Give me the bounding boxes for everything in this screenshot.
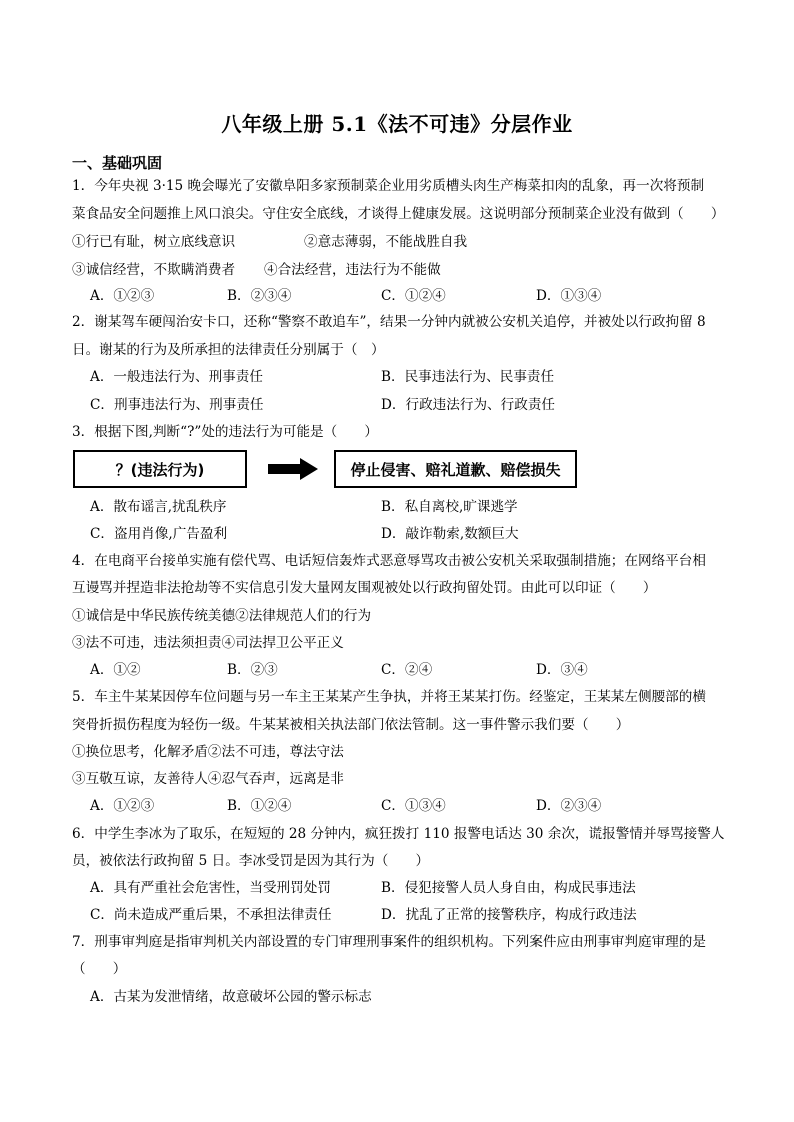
q1-statement-4: ④合法经营，违法行为不能做: [264, 262, 441, 278]
q4-option-c: C．②④: [381, 662, 433, 678]
q3-violation-box: ？(违法行为): [73, 450, 247, 488]
q2-option-d: D．行政违法行为、行政责任: [381, 397, 556, 413]
section-heading: 一、基础巩固: [72, 154, 163, 172]
q3-option-a: A．散布谣言,扰乱秩序: [90, 499, 227, 515]
q1-statement-2: ②意志薄弱，不能战胜自我: [304, 234, 468, 250]
q5-option-b: B．①②④: [227, 798, 292, 814]
right-arrow-icon: [268, 458, 318, 480]
q7-stem-line2: （ ）: [72, 961, 127, 977]
q2-stem-line1: 2．谢某驾车硬闯治安卡口，还称“警察不敢追车”，结果一分钟内就被公安机关追停，并被处以行政拘留 8: [72, 314, 706, 330]
q1-option-c: C．①②④: [381, 288, 446, 304]
q7-stem-line1: 7．刑事审判庭是指审判机关内部设置的专门审理刑事案件的组织机构。下列案件应由刑事审判庭审理的是: [72, 934, 706, 950]
q1-option-d: D．①③④: [536, 288, 602, 304]
q3-option-d: D．敲诈勒索,数额巨大: [381, 526, 519, 542]
q1-statement-3: ③诚信经营，不欺瞒消费者: [72, 262, 236, 278]
q3-liability-box: 停止侵害、赔礼道歉、赔偿损失: [334, 450, 577, 488]
q5-option-d: D．②③④: [536, 798, 602, 814]
q2-option-a: A．一般违法行为、刑事责任: [90, 369, 263, 385]
document-title: 八年级上册 5.1《法不可违》分层作业: [221, 112, 573, 136]
q4-option-b: B．②③: [227, 662, 278, 678]
q1-statement-1: ①行已有耻，树立底线意识: [72, 234, 236, 250]
q3-option-b: B．私自离校,旷课逃学: [381, 499, 518, 515]
q2-option-b: B．民事违法行为、民事责任: [381, 369, 555, 385]
q5-statements-3-4: ③互敬互谅，友善待人④忍气吞声，远离是非: [72, 771, 344, 787]
q4-option-a: A．①②: [90, 662, 141, 678]
q4-statements-1-2: ①诚信是中华民族传统美德②法律规范人们的行为: [72, 608, 372, 624]
q6-option-a: A．具有严重社会危害性，当受刑罚处罚: [90, 880, 331, 896]
q5-stem-line1: 5．车主牛某某因停车位问题与另一车主王某某产生争执，并将王某某打伤。经鉴定，王某某左侧腰部的横: [72, 689, 706, 705]
q6-option-d: D．扰乱了正常的接警秩序，构成行政违法: [381, 907, 637, 923]
q4-stem-line2: 互谩骂并捏造非法抢劫等不实信息引发大量网友围观被处以行政拘留处罚。由此可以印证（ ）: [72, 580, 657, 596]
q4-statements-3-4: ③法不可违，违法须担责④司法捍卫公平正义: [72, 635, 344, 651]
q6-option-b: B．侵犯接警人员人身自由，构成民事违法: [381, 880, 636, 896]
q3-stem: 3．根据下图,判断“?”处的违法行为可能是（ ）: [72, 424, 379, 440]
q1-stem-line2: 菜食品安全问题推上风口浪尖。守住安全底线，才谈得上健康发展。这说明部分预制菜企业没有做到（ ）: [72, 206, 725, 222]
q2-option-c: C．刑事违法行为、刑事责任: [90, 397, 264, 413]
q5-option-c: C．①③④: [381, 798, 446, 814]
q3-option-c: C．盗用肖像,广告盈利: [90, 526, 228, 542]
q7-option-a: A．古某为发泄情绪，故意破坏公园的警示标志: [90, 989, 372, 1005]
q4-stem-line1: 4．在电商平台接单实施有偿代骂、电话短信轰炸式恶意辱骂攻击被公安机关采取强制措施；在网络平台相: [72, 553, 706, 569]
q5-option-a: A．①②③: [90, 798, 155, 814]
q5-statements-1-2: ①换位思考，化解矛盾②法不可违，尊法守法: [72, 744, 344, 760]
q6-stem-line2: 员，被依法行政拘留 5 日。李冰受罚是因为其行为（ ）: [72, 853, 430, 869]
q4-option-d: D．③④: [536, 662, 588, 678]
q1-option-a: A．①②③: [90, 288, 155, 304]
q6-stem-line1: 6．中学生李冰为了取乐，在短短的 28 分钟内，疯狂拨打 110 报警电话达 30 余次，谎报警情并辱骂接警人: [72, 826, 725, 842]
q1-stem-line1: 1．今年央视 3·15 晚会曝光了安徽阜阳多家预制菜企业用劣质槽头肉生产梅菜扣肉的乱象，再一次将预制: [72, 178, 705, 194]
q2-stem-line2: 日。谢某的行为及所承担的法律责任分别属于（ ）: [72, 342, 385, 358]
q5-stem-line2: 突骨折损伤程度为轻伤一级。牛某某被相关执法部门依法管制。这一事件警示我们要（ ）: [72, 717, 630, 733]
q6-option-c: C．尚未造成严重后果，不承担法律责任: [90, 907, 332, 923]
q1-option-b: B．②③④: [227, 288, 292, 304]
